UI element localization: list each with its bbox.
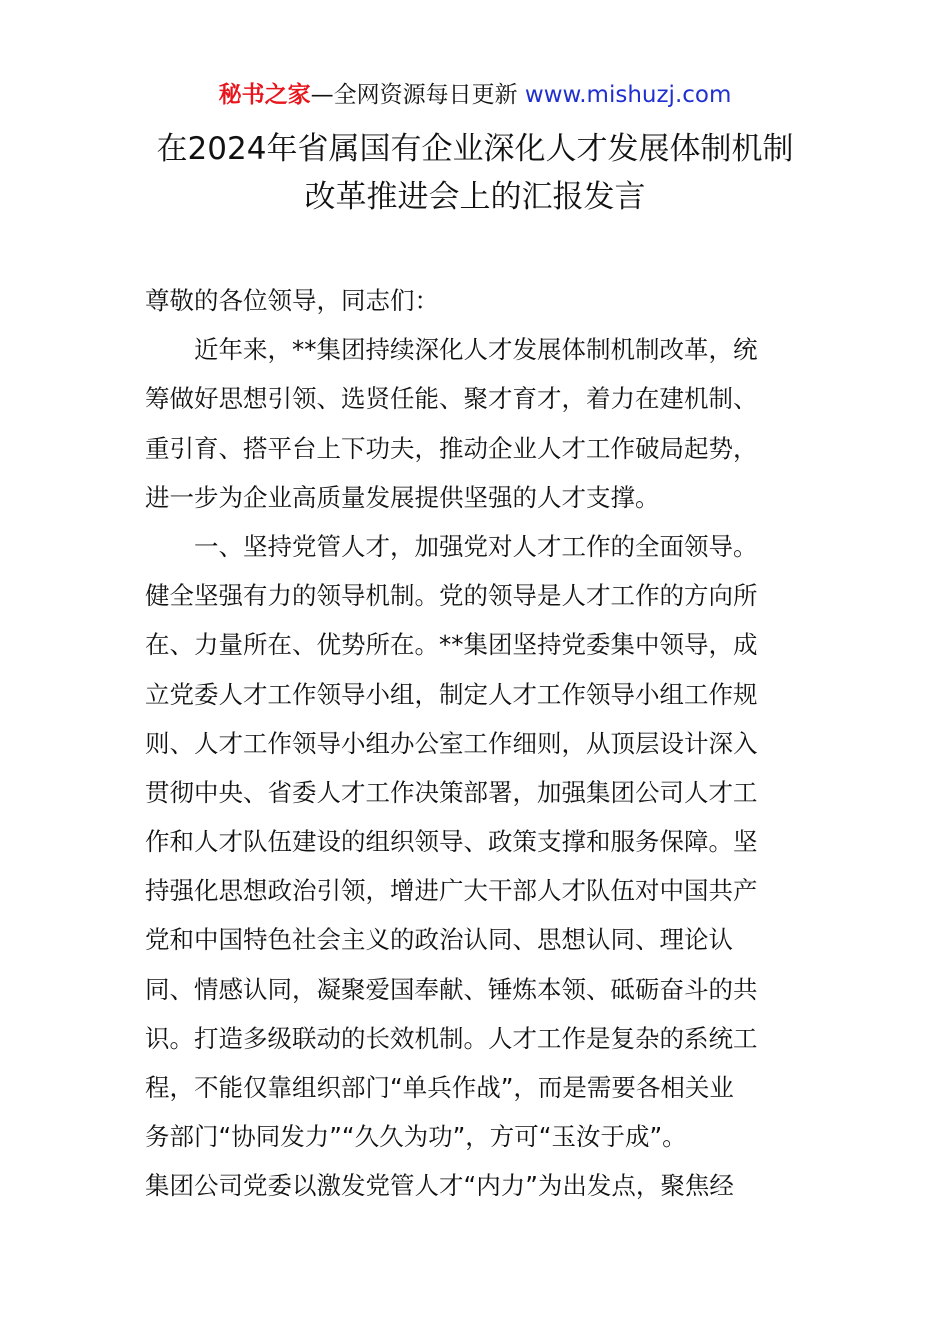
document-body	[145, 276, 811, 1211]
paragraph-line: 则、人才工作领导小组办公室工作细则，从顶层设计深入	[145, 728, 758, 758]
salutation: 尊敬的各位领导，同志们：	[145, 286, 439, 315]
paragraph-line: 健全坚强有力的领导机制。党的领导是人才工作的方向所	[145, 581, 758, 611]
paragraph-line: 重引育、搭平台上下功夫，推动企业人才工作破局起势，	[145, 433, 758, 463]
site-url-link[interactable]: www.mishuzj.com	[524, 82, 732, 108]
paragraph-line: 在、力量所在、优势所在。**集团坚持党委集中领导，成	[145, 630, 758, 660]
paragraph-line: 贯彻中央、省委人才工作决策部署，加强集团公司人才工	[145, 777, 758, 807]
document-title	[0, 125, 950, 221]
site-tagline: —全网资源每日更新	[310, 82, 525, 108]
paragraph-line: 进一步为企业高质量发展提供坚强的人才支撑。	[145, 482, 660, 512]
paragraph-line: 集团公司党委以激发党管人才“内力”为出发点，聚焦经	[145, 1171, 734, 1201]
section-heading-line: 一、坚持党管人才，加强党对人才工作的全面领导。	[194, 531, 758, 561]
paragraph-line: 立党委人才工作领导小组，制定人才工作领导小组工作规	[145, 679, 758, 709]
paragraph-line: 作和人才队伍建设的组织领导、政策支撑和服务保障。坚	[145, 827, 758, 857]
paragraph-line: 识。打造多级联动的长效机制。人才工作是复杂的系统工	[145, 1023, 758, 1053]
paragraph-line: 务部门“协同发力”“久久为功”，方可“玉汝于成”。	[145, 1122, 687, 1152]
paragraph-line: 筹做好思想引领、选贤任能、聚才育才，着力在建机制、	[145, 384, 758, 414]
site-banner	[0, 78, 950, 112]
paragraph-line: 党和中国特色社会主义的政治认同、思想认同、理论认	[145, 925, 733, 955]
paragraph-line: 近年来，**集团持续深化人才发展体制机制改革，统	[194, 335, 758, 365]
paragraph-line: 持强化思想政治引领，增进广大干部人才队伍对中国共产	[145, 876, 758, 906]
site-brand-name: 秘书之家	[218, 82, 311, 108]
paragraph-line: 同、情感认同，凝聚爱国奉献、锤炼本领、砥砺奋斗的共	[145, 974, 758, 1004]
document-title-line-2: 改革推进会上的汇报发言	[304, 179, 646, 215]
document-title-line-1: 在2024年省属国有企业深化人才发展体制机制	[156, 131, 794, 167]
paragraph-line: 程，不能仅靠组织部门“单兵作战”，而是需要各相关业	[145, 1073, 734, 1102]
